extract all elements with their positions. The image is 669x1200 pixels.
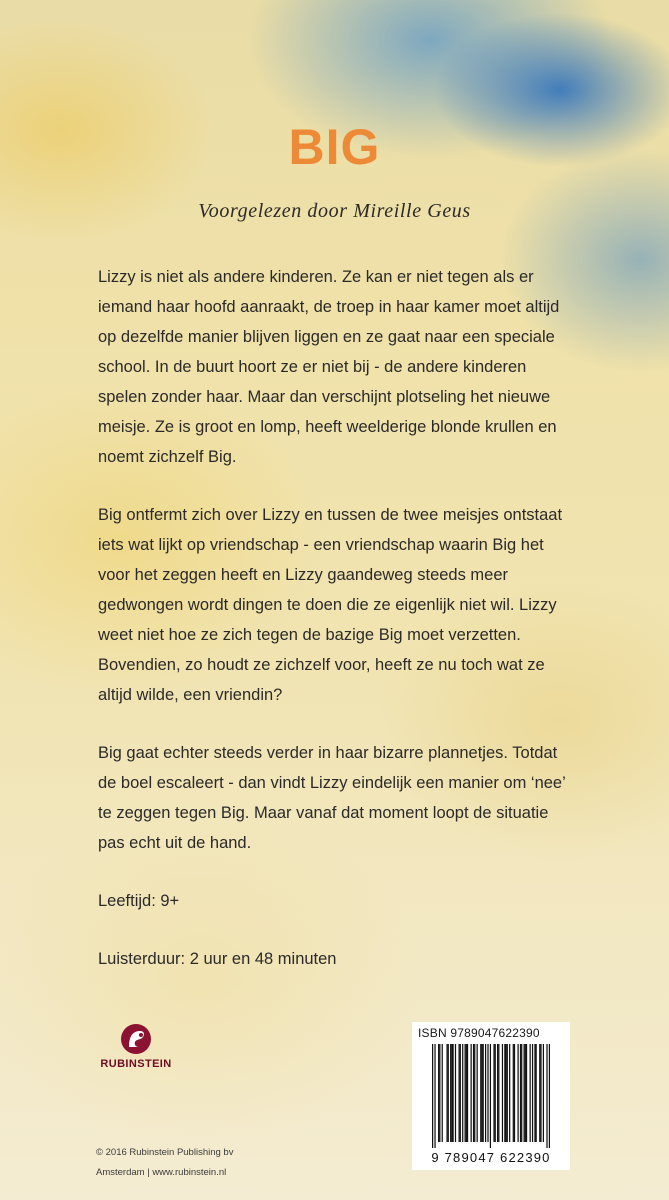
isbn-label: ISBN 9789047622390 (418, 1026, 540, 1040)
blurb-paragraph: Lizzy is niet als andere kinderen. Ze kan er niet tegen als er iemand haar hoofd aanraakt, de troep in haar kamer moet altijd op dezelfde manier blijven liggen en ze gaat naar een speciale school. In de buurt hoort ze er niet bij - de andere kinderen spelen zonder haar. Maar dan verschijnt plotseling het nieuwe meisje. Ze is groot en lomp, heeft weelderige blonde krullen en noemt zichzelf Big. (98, 268, 560, 466)
rubinstein-logo-icon (119, 1022, 153, 1056)
barcode-bars-icon (432, 1044, 550, 1148)
age-rating: Leeftijd: 9+ (98, 892, 180, 910)
blurb-paragraph: Big gaat echter steeds verder in haar bizarre plannetjes. Totdat de boel escaleert - dan vindt Lizzy eindelijk een manier om ‘nee’ te zeggen tegen Big. Maar vanaf dat moment loopt de situatie pas echt uit de hand. (98, 744, 566, 852)
narrator-line: Voorgelezen door Mireille Geus (198, 200, 471, 222)
book-title: BIG (288, 119, 381, 175)
barcode (412, 1022, 570, 1170)
blurb-paragraph: Big ontfermt zich over Lizzy en tussen de twee meisjes ontstaat iets wat lijkt op vriendschap - een vriendschap waarin Big het voor het zeggen heeft en Lizzy gaandeweg steeds meer gedwongen wordt dingen te doen die ze eigenlijk niet wil. Lizzy weet niet hoe ze zich tegen de bazige Big moet verzetten. Bovendien, zo houdt ze zichzelf voor, heeft ze nu toch wat ze altijd wilde, een vriendin? (98, 506, 563, 704)
publisher-address: Amsterdam | www.rubinstein.nl (96, 1167, 227, 1178)
blurb (98, 262, 578, 1002)
copyright: © 2016 Rubinstein Publishing bv (96, 1147, 234, 1158)
publisher-logo (96, 1022, 176, 1070)
publisher-name: RUBINSTEIN (100, 1058, 172, 1070)
listening-duration: Luisterduur: 2 uur en 48 minuten (98, 950, 337, 968)
barcode-digits: 9 789047 622390 (431, 1150, 551, 1165)
publisher-footer (96, 1143, 233, 1183)
